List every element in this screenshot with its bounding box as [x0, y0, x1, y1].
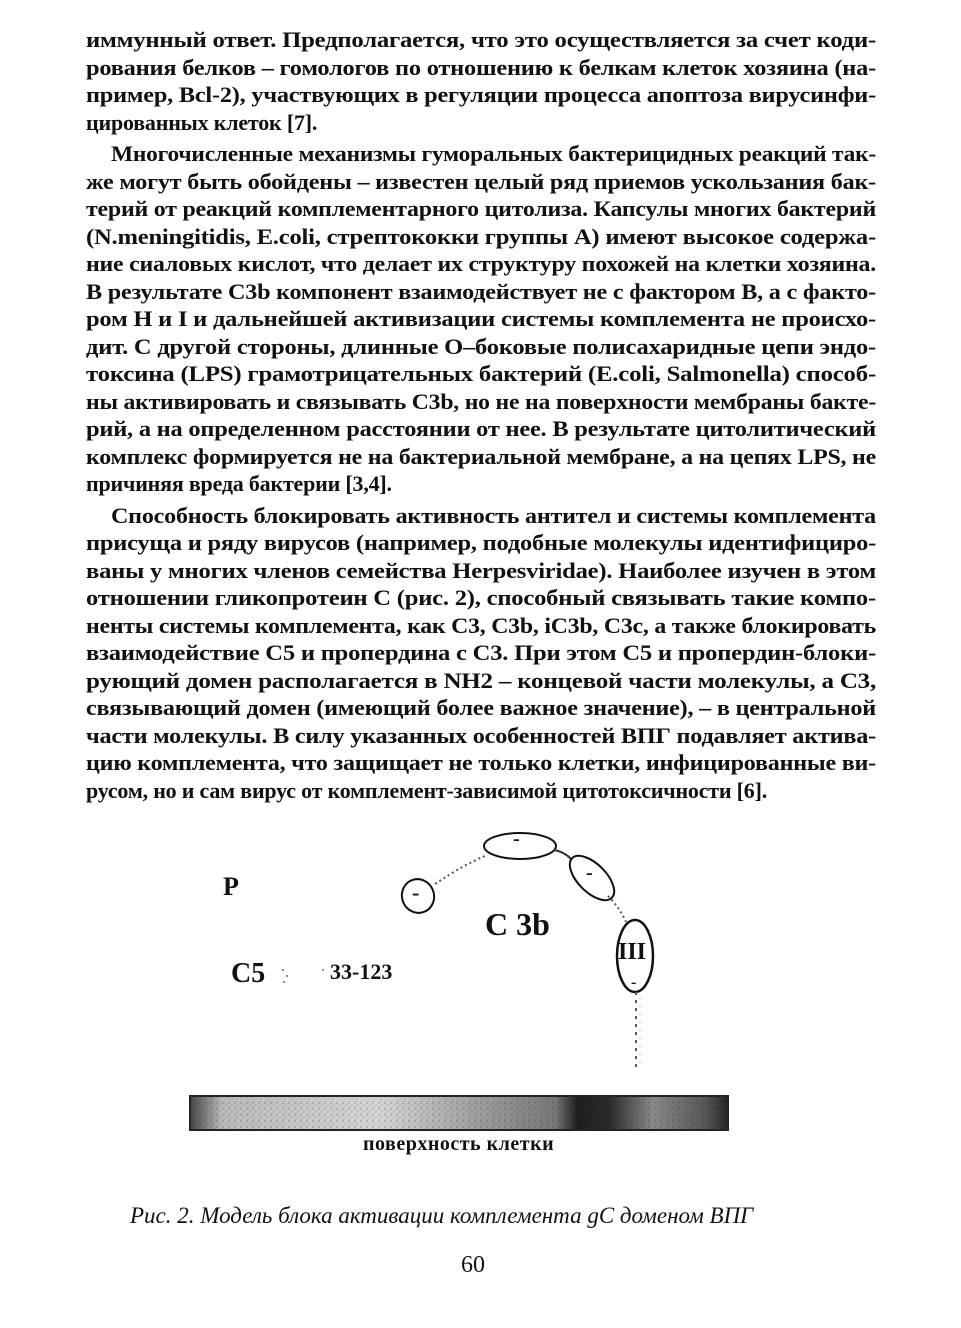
text-line: пример, Bcl-2), участвующих в регуляции процесса апоптоза вирусинфи-: [86, 82, 876, 107]
text-line: рования белков – гомологов по отношению к белкам клеток хозяина (на-: [86, 54, 876, 80]
text-line: ваны у многих членов семейства Herpesviridae). Наиболее изучен в этом: [86, 557, 876, 583]
figure-gc-complement-model: [180, 826, 740, 1156]
text-line: же могут быть обойдены – известен целый ряд приемов ускользания бак-: [86, 168, 876, 194]
figure-caption: Рис. 2. Модель блока активации комплемента gC доменом ВПГ: [130, 1203, 754, 1228]
linker: [554, 850, 572, 860]
text-line: ром Н и I и дальнейшей активизации системы комплемента не происхо-: [86, 306, 877, 331]
text-line: Многочисленные механизмы гуморальных бактерицидных реакций так-: [111, 141, 876, 166]
domain-mark: -: [631, 974, 637, 991]
domain-mark: -: [412, 880, 420, 905]
text-line: (N.meningitidis, E.coli, стрептококки группы А) имеют высокое содержа-: [86, 223, 877, 249]
text-line: токсина (LPS) грамотрицательных бактерий (E.coli, Salmonella) способ-: [86, 361, 876, 386]
speck: [282, 969, 284, 971]
label-domain-iii: III: [618, 939, 647, 965]
text-line: ны активировать и связывать C3b, но не на поверхности мембраны бакте-: [86, 388, 876, 414]
page-number: 60: [461, 1252, 485, 1278]
label-residue-range: 33-123: [330, 959, 393, 984]
text-line: взаимодействие С5 и пропердина с C3. При этом С5 и пропердин-блоки-: [86, 640, 876, 665]
label-properdin: P: [223, 872, 239, 901]
text-line: терий от реакций комплементарного цитолиза. Капсулы многих бактерий: [86, 196, 876, 221]
figure-drawing: [180, 826, 740, 1156]
text-line: дит. С другой стороны, длинные О–боковые полисахаридные цепи эндо-: [86, 333, 876, 359]
text-line: Способность блокировать активность антител и системы комплемента: [111, 502, 876, 528]
speck: [286, 975, 288, 977]
text-line: русом, но и сам вирус от комплемент-зависимой цитотоксичности [6].: [86, 777, 768, 803]
text-line: ние сиаловых кислот, что делает их структуру похожей на клетки хозяина.: [86, 251, 876, 276]
cell-surface-texture: [190, 1096, 728, 1130]
label-c3b: C 3b: [485, 906, 550, 942]
text-line: иммунный ответ. Предполагается, что это осуществляется за счет коди-: [86, 27, 876, 52]
linker-dotted: [435, 856, 485, 884]
domain-mark: -: [513, 828, 520, 850]
text-line: цию комплемента, что защищает не только клетки, инфицированные ви-: [86, 750, 876, 775]
domain-ellipse: [484, 833, 556, 859]
text-line: ненты системы комплемента, как C3, C3b, iC3b, C3c, а также блокировать: [86, 612, 876, 638]
text-line: рий, а на определенном расстоянии от нее. В результате цитолитический: [86, 416, 876, 441]
text-line: рующий домен располагается в NH2 – концевой части молекулы, а C3,: [86, 667, 876, 693]
text-line: присуща и ряду вирусов (например, подобные молекулы идентифициро-: [86, 530, 876, 555]
text-line: В результате C3b компонент взаимодействует не с фактором В, а с факто-: [86, 278, 876, 304]
text-line: отношении гликопротеин С (рис. 2), способный связывать такие компо-: [86, 585, 876, 610]
text-line: связывающий домен (имеющий более важное значение), – в центральной: [86, 695, 876, 720]
text-line: части молекулы. В силу указанных особенностей ВПГ подавляет актива-: [86, 722, 877, 748]
text-line: комплекс формируется не на бактериальной мембране, а на цепях LPS, не: [86, 443, 876, 469]
speck: [322, 969, 324, 971]
body-text: [86, 26, 876, 804]
text-line: цированных клеток [7].: [86, 109, 318, 135]
speck: [283, 981, 285, 983]
label-cell-surface: поверхность клетки: [363, 1133, 555, 1155]
text-line: причиняя вреда бактерии [3,4].: [86, 471, 392, 496]
domain-mark: -: [586, 862, 593, 884]
label-c5: C5: [231, 958, 266, 989]
